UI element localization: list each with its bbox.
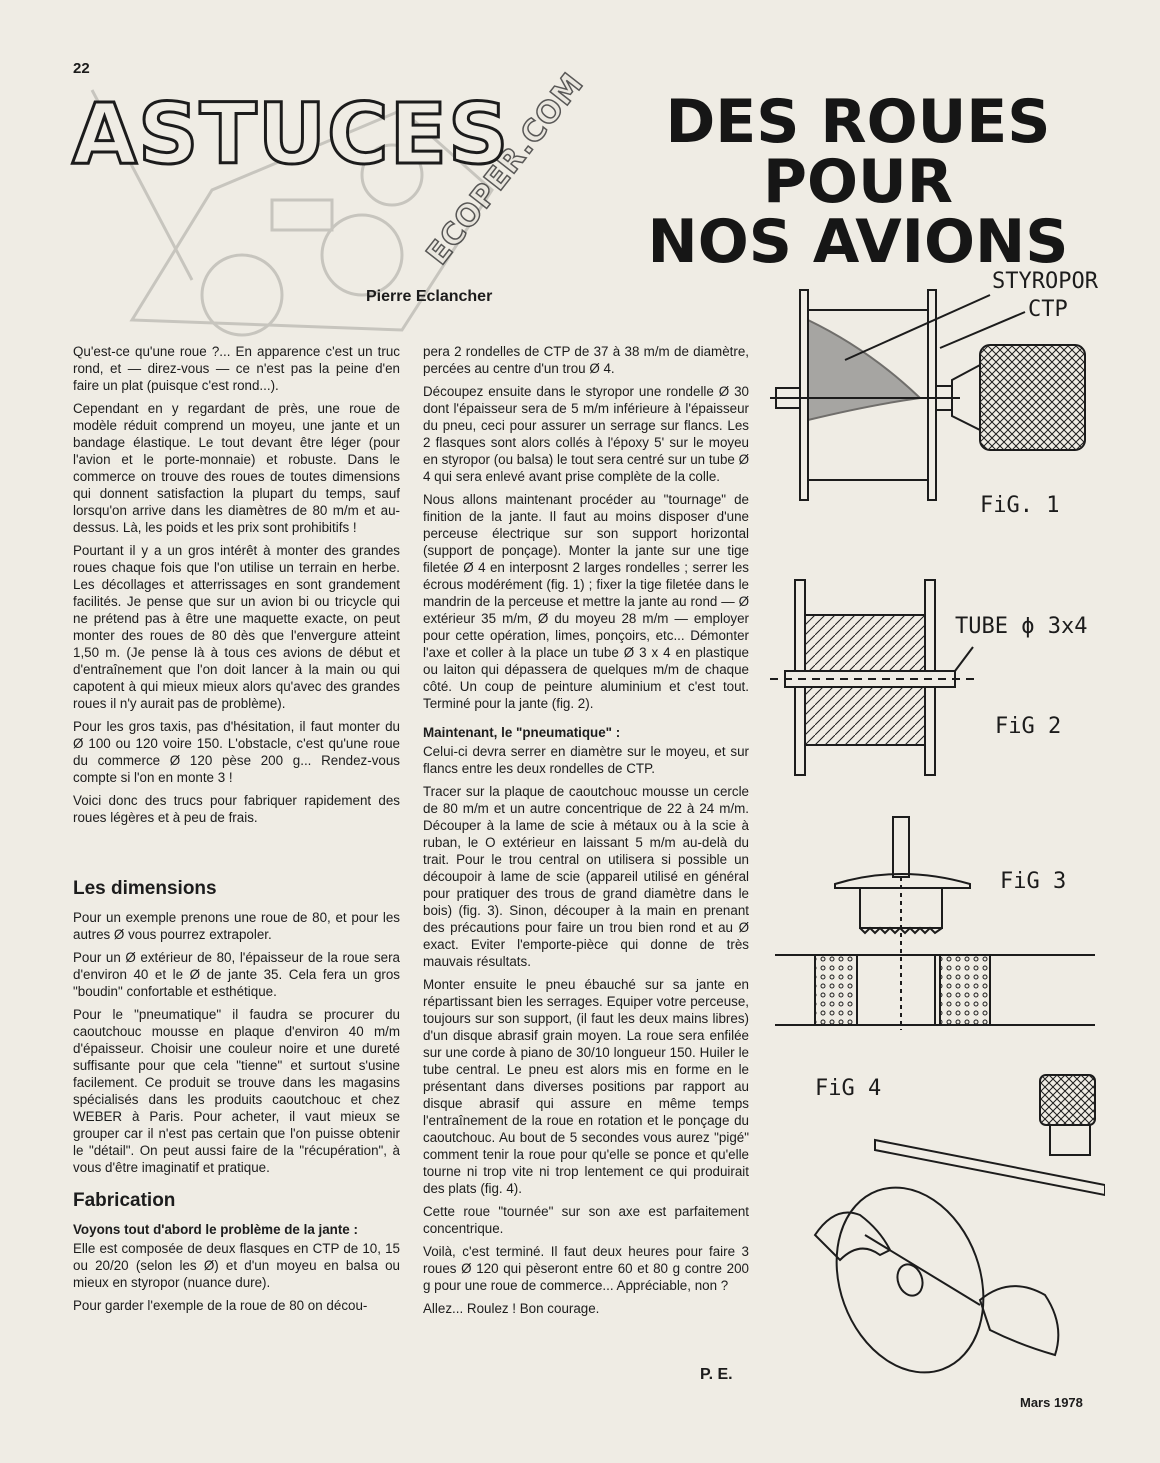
paragraph: Pour un Ø extérieur de 80, l'épaisseur de la roue sera d'environ 40 et le Ø de jante 35. Cela fera un gros "boudin" confortable et esthétique.	[73, 950, 400, 999]
section-title: ASTUCES	[72, 85, 510, 183]
article-title	[618, 87, 1098, 277]
page-number: 22	[73, 60, 90, 77]
paragraph: Tracer sur la plaque de caoutchouc mousse un cercle de 80 m/m et un autre concentrique de 22 à 24 m/m. Découper à la lame de scie à métaux ou à la scie à ruban, le O extérieur en laissant 5 m/m au-delà du trait. Pour le trou central on utilisera si possible un découpoir à lame de scie (appareil utilisé en général pour pratiquer des trous de grand diamètre dans le bois) (fig. 3). Sinon, découper à la main en prenant des précautions pour faire un trou bien rond et au Ø exact. Eviter l'emporte-pièce qui donne de très mauvais résultats.	[423, 784, 749, 969]
paragraph: Pour le "pneumatique" il faudra se procurer du caoutchouc mousse en plaque d'environ 40 m/m d'épaisseur. Choisir une couleur noire et une dureté suffisante pour que cela "tienne" et surtout s'usine facilement. Ce produit se trouve dans les magasins spécialisés dans les produits caoutchouc et chez WEBER à Paris. Pour acheter, il vaut mieux se grouper car il n'est pas certain que l'on puisse obtenir le "détail". On peut aussi faire de la "récupération", à vous d'être imaginatif et pratique.	[73, 1007, 400, 1175]
column-1	[73, 343, 400, 1320]
paragraph: Nous allons maintenant procéder au "tournage" de finition de la jante. Il faut au moins disposer d'une perceuse électrique sur son support horizontal (support de ponçage). Monter la jante sur une tige filetée Ø 4 en interposnt 2 larges rondelles ; serrer les écrous modérément (fig. 1) ; fixer la tige filetée dans le mandrin de la perceuse et mettre la jante au rond — Ø extérieur 35 m/m, Ø du moyeu 28 m/m — employer pour cette opération, limes, ponçoirs, etc... Démonter l'axe et coller à la place un tube Ø 3 x 4 en plastique ou laiton qui dépassera de quelques m/m de chaque côté. Un coup de peinture aluminium et c'est tout. Terminé pour la jante (fig. 2).	[423, 492, 749, 711]
paragraph: Pourtant il y a un gros intérêt à monter des grandes roues chaque fois que l'on utilise un terrain en herbe. Les décollages et atterrissages en sont grandement facilités. Je pense que sur un avion bi ou tricycle qui ne prétend pas à être une maquette exacte, on peut monter des roues de 80 dès que l'envergure atteint 1,50 m. (Je pense là à tous ces avions de début et d'entraînement que l'on doit lancer à la main ou qui capotent à qui mieux mieux alors qu'avec des grandes roues il n'y aurait pas de problème).	[73, 543, 400, 711]
paragraph: Voilà, c'est terminé. Il faut deux heures pour faire 3 roues Ø 120 qui pèseront entre 60 et 80 g contre 200 g pour une roue de commerce... Appréciable, non ?	[423, 1244, 749, 1293]
title-line-2: POUR	[763, 147, 953, 217]
title-line-1: DES ROUES	[665, 87, 1051, 157]
figure-3-illustration	[775, 812, 1095, 1032]
paragraph: Voici donc des trucs pour fabriquer rapidement des roues légères et à peu de frais.	[73, 793, 400, 825]
figure-1-ctp-label: CTP	[1028, 297, 1068, 322]
signature: P. E.	[700, 1366, 733, 1383]
column-2	[423, 343, 749, 1323]
watermark-text: ECOPER.COM	[420, 66, 591, 272]
paragraph: Monter ensuite le pneu ébauché sur sa jante en répartissant bien les serrages. Equiper votre perceuse, toujours sur son support, (il faut les deux mains libres) d'un disque abrasif grain moyen. La roue sera enfilée sur une corde à piano de 30/10 longueur 150. Huiler le tube central. Le pneu est alors mis en forme en le présentant dans diverses positions par rapport au disque abrasif qui assure en même temps l'entraînement de la roue en rotation et le ponçage du caoutchouc. Au bout de 5 secondes vous aurez "pigé" comment tenir la roue pour qu'elle se ponce et qu'elle tourne ni trop vite ni trop lentement ce qui produirait des plats (fig. 4).	[423, 977, 749, 1196]
figure-1-illustration	[760, 270, 1100, 520]
paragraph: Qu'est-ce qu'une roue ?... En apparence c'est un truc rond, et — direz-vous — ce n'est pas la peine d'en faire un plat (puisque c'est rond...).	[73, 344, 400, 393]
subheading-pneumatique: Maintenant, le "pneumatique" :	[423, 725, 621, 740]
paragraph: Elle est composée de deux flasques en CTP de 10, 15 ou 20/20 (selon les Ø) et d'un moyeu en balsa ou mieux en styropor (nuance dure).	[73, 1241, 400, 1290]
figure-2-illustration	[765, 575, 1100, 785]
paragraph: Découpez ensuite dans le styropor une rondelle Ø 30 dont l'épaisseur sera de 5 m/m inférieure à l'épaisseur du pneu, ceci pour assurer un serrage sur flancs. Les 2 flasques sont alors collés à l'époxy 5' sur le moyeu en styropor (ou balsa) le tout sera centré sur un tube Ø 4 qui sera enlevé avant prise complète de la colle.	[423, 384, 750, 484]
paragraph: Pour garder l'exemple de la roue de 80 on décou-	[73, 1298, 368, 1313]
issue-date: Mars 1978	[1020, 1395, 1083, 1410]
figure-1-styropor-label: STYROPOR	[992, 270, 1098, 294]
paragraph: pera 2 rondelles de CTP de 37 à 38 m/m de diamètre, percées au centre d'un trou Ø 4.	[423, 344, 749, 376]
figure-1-label: FiG. 1	[980, 493, 1060, 518]
figure-4-illustration	[805, 1055, 1105, 1385]
paragraph: Allez... Roulez ! Bon courage.	[423, 1301, 600, 1316]
heading-dimensions: Les dimensions	[73, 878, 217, 899]
paragraph: Celui-ci devra serrer en diamètre sur le moyeu, et sur flancs entre les deux rondelles de CTP.	[423, 744, 749, 776]
figure-2-tube-label: TUBE ϕ 3x4	[955, 614, 1088, 639]
title-line-3: NOS AVIONS	[647, 207, 1069, 277]
paragraph: Pour un exemple prenons une roue de 80, et pour les autres Ø vous pourrez extrapoler.	[73, 910, 400, 942]
figure-4-label: FiG 4	[815, 1076, 882, 1101]
paragraph: Pour les gros taxis, pas d'hésitation, il faut monter du Ø 100 ou 120 voire 150. L'obstacle, c'est qu'une roue du commerce Ø 120 pèse 200 g... Rendez-vous compte si l'on en monte 3 !	[73, 719, 400, 785]
paragraph: Cependant en y regardant de près, une roue de modèle réduit comprend un moyeu, une jante et un bandage élastique. Le tout devant être léger (pour l'avion et le porte-monnaie) et robuste. Dans le commerce on trouve des roues de toutes dimensions qui donnent satisfaction la plupart du temps, sauf lorsqu'on arrive dans les diamètres de 80 m/m et au-dessus. Là, les poids et les prix sont prohibitifs !	[73, 401, 400, 535]
author: Pierre Eclancher	[366, 288, 493, 305]
heading-fabrication: Fabrication	[73, 1190, 176, 1211]
subheading-jante: Voyons tout d'abord le problème de la jante :	[73, 1222, 358, 1237]
figure-2-label: FiG 2	[995, 714, 1062, 739]
paragraph: Cette roue "tournée" sur son axe est parfaitement concentrique.	[423, 1204, 749, 1236]
figure-3-label: FiG 3	[1000, 869, 1067, 894]
